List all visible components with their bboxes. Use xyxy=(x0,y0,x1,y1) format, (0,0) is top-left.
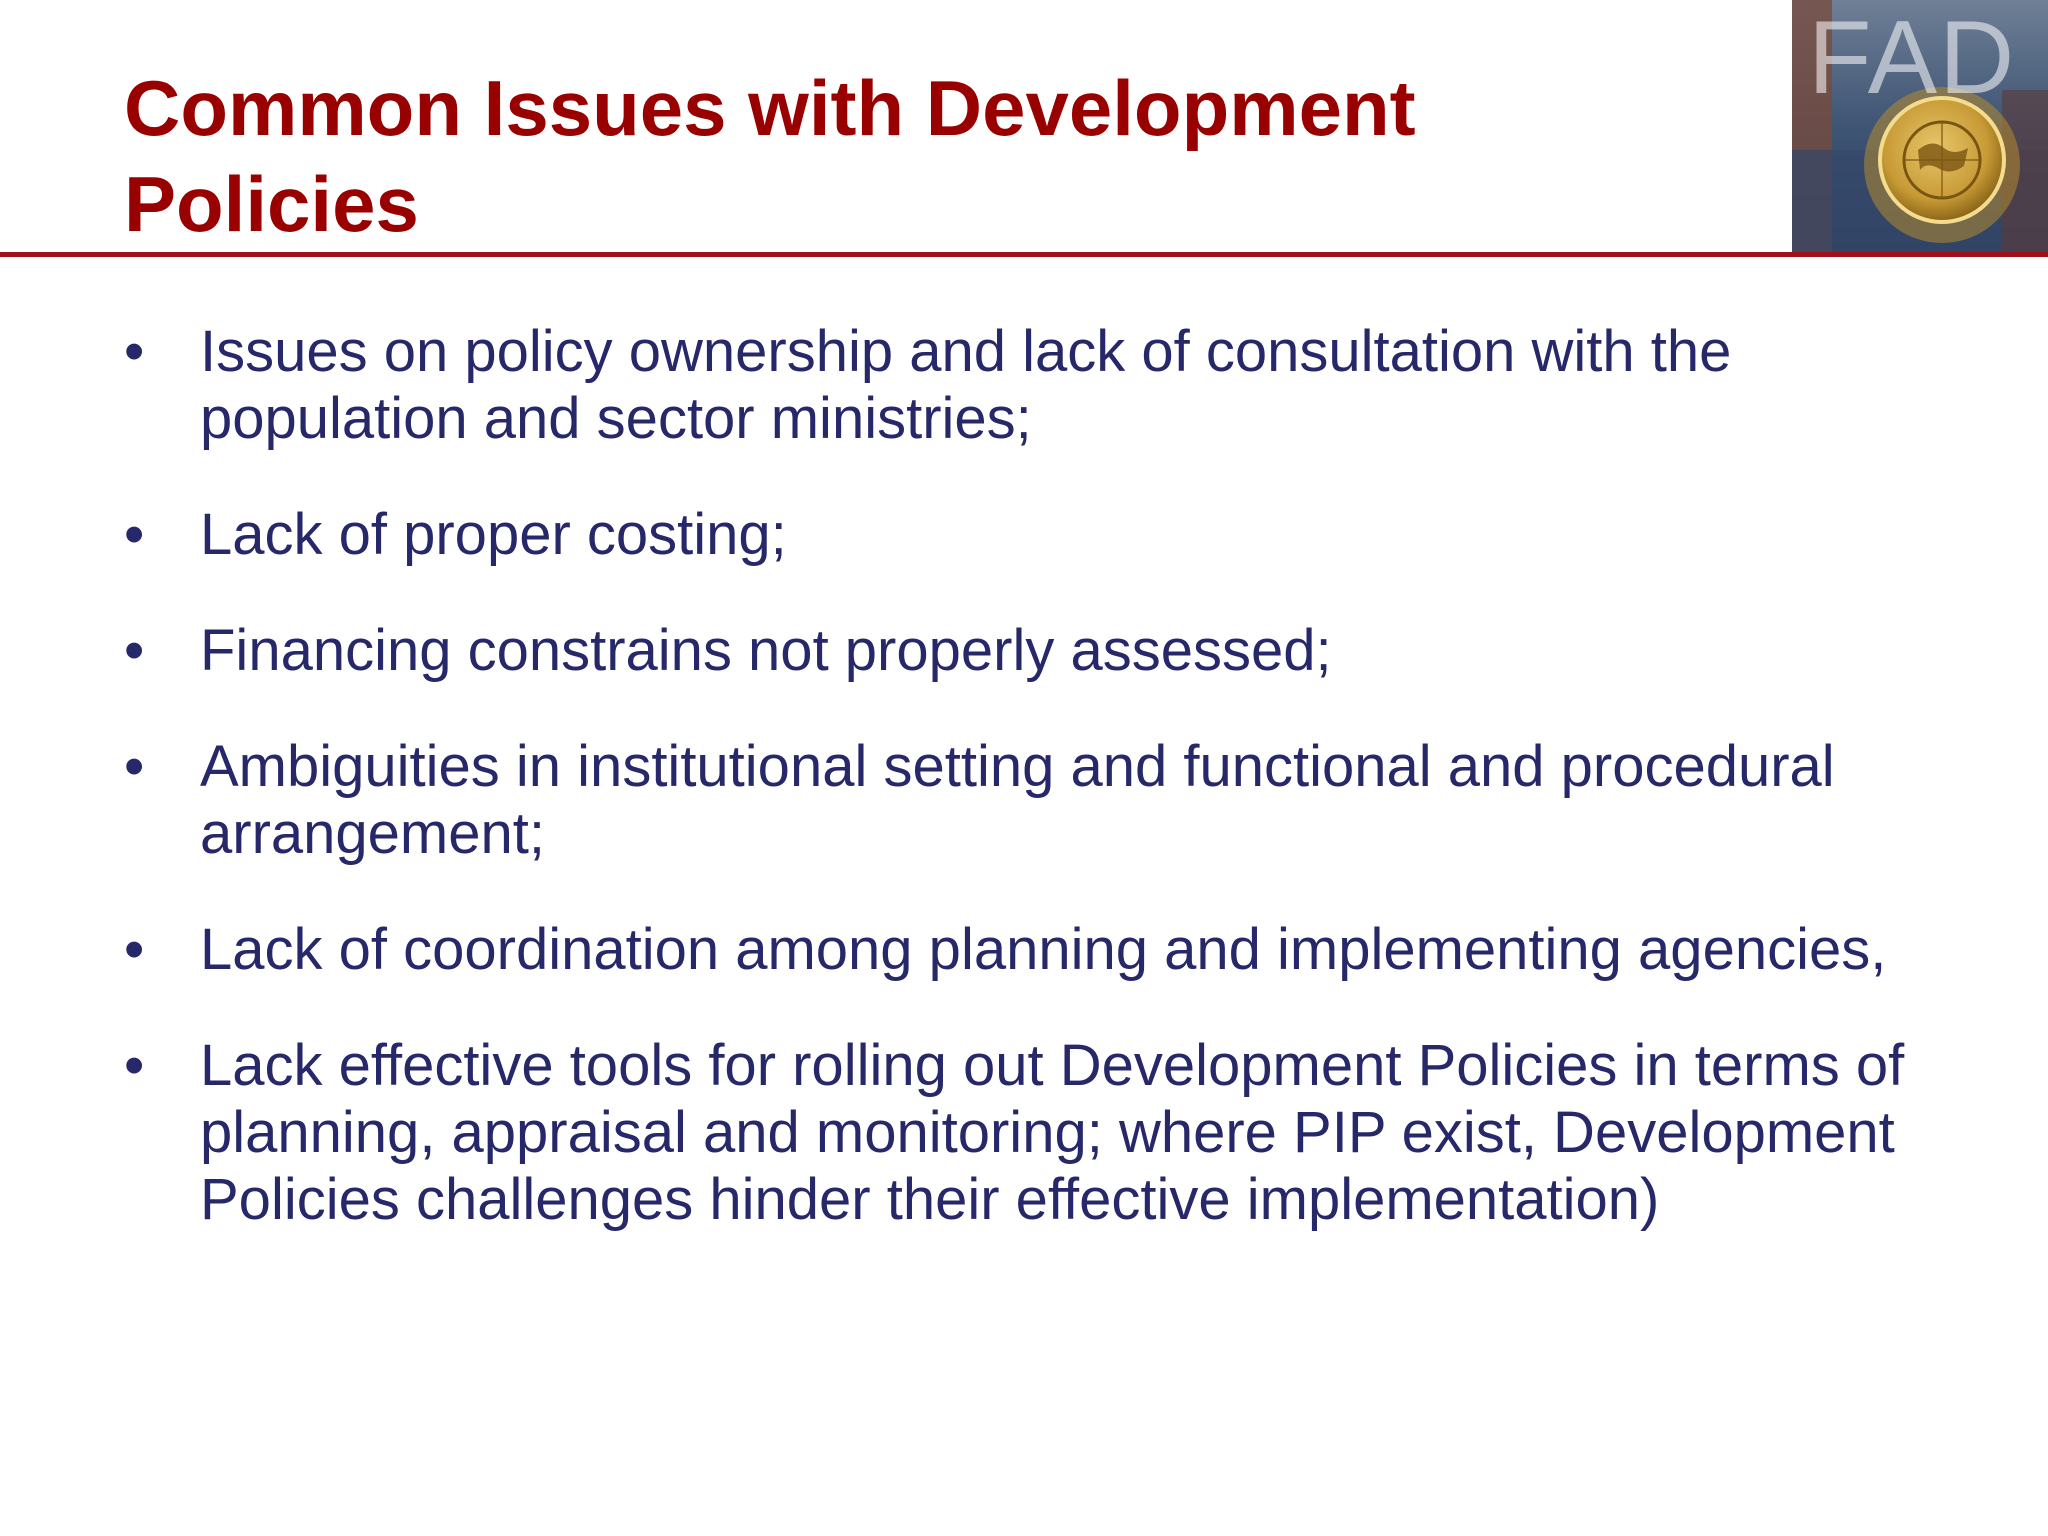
fad-logo-text: FAD xyxy=(1808,0,2017,116)
bullet-item xyxy=(124,318,1974,452)
bullet-text: Issues on policy ownership and lack of consultation with the population and sector ministries; xyxy=(200,319,1732,451)
bullet-icon: • xyxy=(124,917,145,982)
bullet-text: Lack of coordination among planning and implementing agencies, xyxy=(200,917,1887,982)
bullet-icon: • xyxy=(124,734,145,799)
bullet-icon: • xyxy=(124,502,145,567)
bullet-icon: • xyxy=(124,319,145,384)
fad-logo xyxy=(1792,0,2048,252)
bullet-icon: • xyxy=(124,618,145,683)
bullet-item xyxy=(124,501,1974,568)
title-divider xyxy=(0,252,2048,257)
bullet-text: Financing constrains not properly assessed; xyxy=(200,618,1332,683)
bullet-item xyxy=(124,617,1974,684)
bullet-item xyxy=(124,733,1974,867)
bullet-icon: • xyxy=(124,1033,145,1098)
bullet-item xyxy=(124,916,1974,983)
slide-title: Common Issues with Development Policies xyxy=(124,64,1416,248)
bullet-text: Lack of proper costing; xyxy=(200,502,787,567)
bullet-text: Ambiguities in institutional setting and functional and procedural arrangement; xyxy=(200,734,1835,866)
bullet-text: Lack effective tools for rolling out Development Policies in terms of planning, appraisal and monitoring; where PIP exist, Development Policies challenges hinder their effective implementation) xyxy=(200,1033,1905,1232)
bullet-item xyxy=(124,1032,1974,1233)
bullet-list xyxy=(124,318,1974,1233)
